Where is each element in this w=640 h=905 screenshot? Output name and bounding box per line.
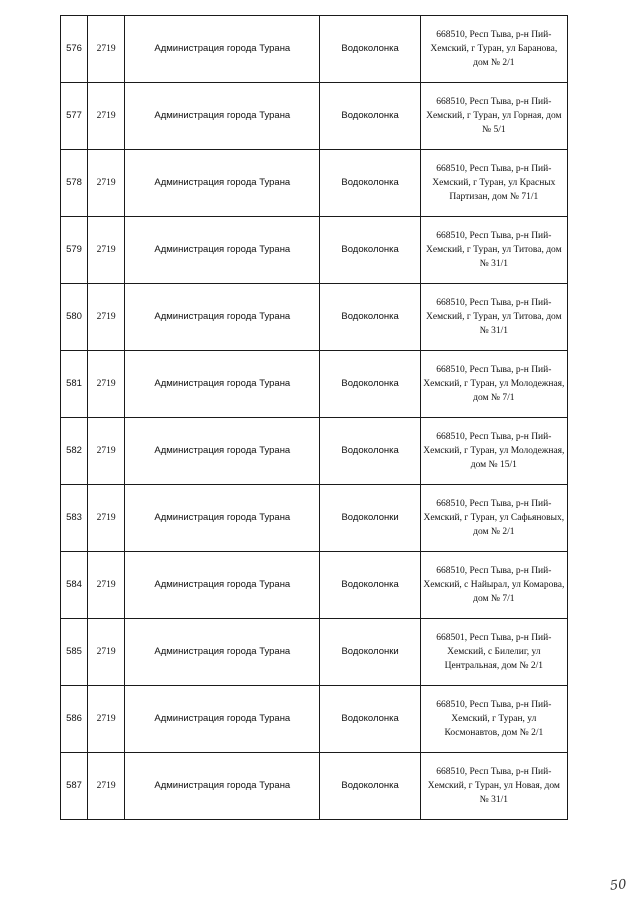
row-number-cell: 584: [61, 552, 88, 619]
table-row: [61, 418, 568, 485]
address-cell: 668510, Респ Тыва, р-н Пий-Хемский, г Туран, ул Сафьяновых, дом № 2/1: [420, 485, 567, 552]
object-type-cell: Водоколонка: [320, 217, 420, 284]
organization-cell: Администрация города Турана: [125, 351, 320, 418]
code-cell: 2719: [88, 619, 125, 686]
object-type-cell: Водоколонка: [320, 686, 420, 753]
object-type-cell: Водоколонка: [320, 552, 420, 619]
address-cell: 668510, Респ Тыва, р-н Пий-Хемский, г Туран, ул Титова, дом № 31/1: [420, 217, 567, 284]
code-cell: 2719: [88, 753, 125, 820]
address-cell: 668510, Респ Тыва, р-н Пий-Хемский, г Туран, ул Новая, дом № 31/1: [420, 753, 567, 820]
code-cell: 2719: [88, 284, 125, 351]
address-cell: 668510, Респ Тыва, р-н Пий-Хемский, г Туран, ул Молодежная, дом № 7/1: [420, 351, 567, 418]
table-row: [61, 753, 568, 820]
object-type-cell: Водоколонка: [320, 418, 420, 485]
code-cell: 2719: [88, 83, 125, 150]
organization-cell: Администрация города Турана: [125, 552, 320, 619]
table-row: [61, 686, 568, 753]
row-number-cell: 583: [61, 485, 88, 552]
object-type-cell: Водоколонка: [320, 351, 420, 418]
address-cell: 668510, Респ Тыва, р-н Пий-Хемский, г Туран, ул Титова, дом № 31/1: [420, 284, 567, 351]
row-number-cell: 585: [61, 619, 88, 686]
organization-cell: Администрация города Турана: [125, 619, 320, 686]
organization-cell: Администрация города Турана: [125, 485, 320, 552]
organization-cell: Администрация города Турана: [125, 284, 320, 351]
address-cell: 668510, Респ Тыва, р-н Пий-Хемский, г Туран, ул Баранова, дом № 2/1: [420, 16, 567, 83]
organization-cell: Администрация города Турана: [125, 686, 320, 753]
address-cell: 668501, Респ Тыва, р-н Пий-Хемский, с Билелиг, ул Центральная, дом № 2/1: [420, 619, 567, 686]
object-type-cell: Водоколонка: [320, 83, 420, 150]
table-row: [61, 485, 568, 552]
code-cell: 2719: [88, 16, 125, 83]
organization-cell: Администрация города Турана: [125, 16, 320, 83]
code-cell: 2719: [88, 150, 125, 217]
row-number-cell: 576: [61, 16, 88, 83]
address-cell: 668510, Респ Тыва, р-н Пий-Хемский, г Туран, ул Красных Партизан, дом № 71/1: [420, 150, 567, 217]
table-row: [61, 619, 568, 686]
table-row: [61, 16, 568, 83]
object-type-cell: Водоколонки: [320, 485, 420, 552]
object-type-cell: Водоколонка: [320, 150, 420, 217]
object-type-cell: Водоколонка: [320, 753, 420, 820]
table-row: [61, 217, 568, 284]
row-number-cell: 582: [61, 418, 88, 485]
row-number-cell: 577: [61, 83, 88, 150]
handwritten-page-number: 50: [609, 877, 628, 894]
object-type-cell: Водоколонки: [320, 619, 420, 686]
table-row: [61, 351, 568, 418]
address-cell: 668510, Респ Тыва, р-н Пий-Хемский, г Туран, ул Молодежная, дом № 15/1: [420, 418, 567, 485]
water-column-registry-table: [60, 15, 568, 820]
code-cell: 2719: [88, 217, 125, 284]
code-cell: 2719: [88, 351, 125, 418]
organization-cell: Администрация города Турана: [125, 753, 320, 820]
address-cell: 668510, Респ Тыва, р-н Пий-Хемский, г Туран, ул Горная, дом № 5/1: [420, 83, 567, 150]
code-cell: 2719: [88, 418, 125, 485]
table-row: [61, 552, 568, 619]
address-cell: 668510, Респ Тыва, р-н Пий-Хемский, г Туран, ул Космонавтов, дом № 2/1: [420, 686, 567, 753]
table-row: [61, 284, 568, 351]
code-cell: 2719: [88, 686, 125, 753]
organization-cell: Администрация города Турана: [125, 150, 320, 217]
organization-cell: Администрация города Турана: [125, 418, 320, 485]
object-type-cell: Водоколонка: [320, 284, 420, 351]
table-row: [61, 83, 568, 150]
row-number-cell: 578: [61, 150, 88, 217]
row-number-cell: 587: [61, 753, 88, 820]
object-type-cell: Водоколонка: [320, 16, 420, 83]
row-number-cell: 586: [61, 686, 88, 753]
registry-table-body: [61, 16, 568, 820]
table-row: [61, 150, 568, 217]
row-number-cell: 580: [61, 284, 88, 351]
address-cell: 668510, Респ Тыва, р-н Пий-Хемский, с Найырал, ул Комарова, дом № 7/1: [420, 552, 567, 619]
row-number-cell: 581: [61, 351, 88, 418]
organization-cell: Администрация города Турана: [125, 217, 320, 284]
code-cell: 2719: [88, 552, 125, 619]
code-cell: 2719: [88, 485, 125, 552]
row-number-cell: 579: [61, 217, 88, 284]
organization-cell: Администрация города Турана: [125, 83, 320, 150]
